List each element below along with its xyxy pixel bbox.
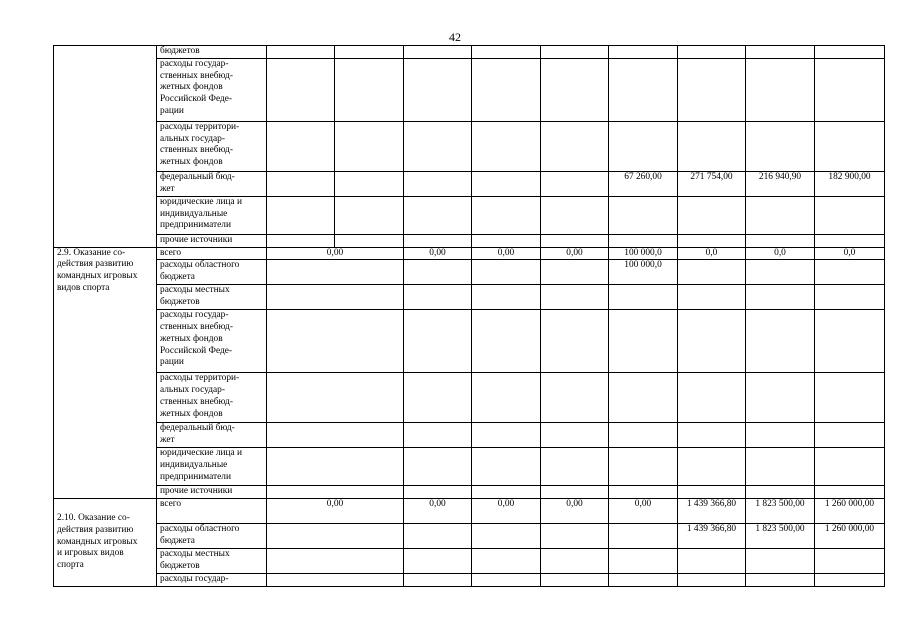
- value-cell: [746, 574, 815, 587]
- value-cell: 1 260 000,00: [815, 499, 885, 524]
- value-cell: 0,0: [815, 247, 885, 260]
- funding-source-line: жетных фондов: [160, 82, 223, 93]
- value-cell: [267, 373, 404, 423]
- value-cell: [815, 58, 885, 121]
- value-cell: [541, 171, 609, 196]
- table-row: [54, 373, 885, 423]
- funding-source-line: рации: [160, 105, 184, 116]
- value-cell: [404, 234, 472, 247]
- funding-source-line: жетных фондов: [160, 408, 223, 419]
- value-cell: [335, 121, 404, 171]
- table-row: [54, 448, 885, 486]
- value-cell: [472, 285, 541, 310]
- value-cell: 1 823 500,00: [746, 524, 815, 549]
- value-cell: [267, 524, 404, 549]
- value-cell: [678, 285, 746, 310]
- value-cell: 271 754,00: [678, 171, 746, 196]
- value-cell: [746, 285, 815, 310]
- value-cell: [541, 423, 609, 448]
- table-row: [54, 423, 885, 448]
- funding-source-line: альных государ-: [160, 385, 225, 395]
- value-cell: [541, 196, 609, 234]
- value-cell: [746, 549, 815, 574]
- value-cell: [267, 171, 335, 196]
- value-cell: [267, 448, 404, 486]
- funding-source-cell: [157, 499, 267, 524]
- value-cell: [609, 373, 678, 423]
- value-cell: [472, 423, 541, 448]
- funding-source-line: предприниматели: [160, 471, 232, 482]
- value-cell: [472, 171, 541, 196]
- funding-source-cell: [157, 310, 267, 373]
- value-cell: [541, 574, 609, 587]
- budget-table-body: [54, 46, 885, 587]
- table-row: [54, 260, 885, 285]
- table-row: [54, 310, 885, 373]
- funding-source-line: расходы местных: [160, 285, 230, 296]
- funding-source-line: юридические лица и: [160, 448, 243, 459]
- event-name-cell: [54, 499, 157, 587]
- value-cell: 1 439 366,80: [678, 524, 746, 549]
- value-cell: [472, 234, 541, 247]
- value-cell: 0,00: [541, 499, 609, 524]
- value-cell: [472, 373, 541, 423]
- value-cell: [815, 46, 885, 59]
- value-cell: [335, 196, 404, 234]
- funding-source-cell: [157, 171, 267, 196]
- value-cell: [541, 373, 609, 423]
- value-cell: [267, 423, 404, 448]
- funding-source-cell: [157, 574, 267, 587]
- value-cell: [404, 260, 472, 285]
- value-cell: [815, 121, 885, 171]
- table-row: [54, 121, 885, 171]
- value-cell: [267, 310, 404, 373]
- event-name-line: 2.10. Оказание со-: [57, 513, 130, 523]
- funding-source-cell: [157, 46, 267, 59]
- value-cell: [335, 234, 404, 247]
- budget-table: [53, 45, 885, 587]
- value-cell: [404, 196, 472, 234]
- value-cell: [404, 171, 472, 196]
- funding-source-line: ственных внебюд-: [160, 396, 233, 407]
- value-cell: [746, 310, 815, 373]
- value-cell: [472, 448, 541, 486]
- value-cell: [404, 524, 472, 549]
- funding-source-line: бюджета: [160, 535, 195, 546]
- value-cell: [541, 234, 609, 247]
- value-cell: [267, 58, 335, 121]
- value-cell: [541, 310, 609, 373]
- table-row: [54, 46, 885, 59]
- value-cell: [267, 196, 335, 234]
- funding-source-cell: [157, 524, 267, 549]
- value-cell: [678, 121, 746, 171]
- value-cell: [472, 260, 541, 285]
- value-cell: [404, 574, 472, 587]
- table-row: [54, 171, 885, 196]
- value-cell: [746, 196, 815, 234]
- funding-source-line: бюджетов: [160, 297, 200, 307]
- funding-source-line: жет: [160, 183, 175, 194]
- funding-source-cell: [157, 549, 267, 574]
- value-cell: [678, 46, 746, 59]
- value-cell: 182 900,00: [815, 171, 885, 196]
- funding-source-cell: [157, 486, 267, 499]
- value-cell: [404, 285, 472, 310]
- value-cell: [678, 549, 746, 574]
- value-cell: [815, 549, 885, 574]
- table-row: [54, 234, 885, 247]
- value-cell: [678, 448, 746, 486]
- value-cell: 0,00: [472, 247, 541, 260]
- funding-source-line: альных государ-: [160, 133, 225, 144]
- value-cell: [815, 574, 885, 587]
- funding-source-line: расходы областного: [160, 260, 240, 271]
- value-cell: [609, 196, 678, 234]
- value-cell: [815, 373, 885, 423]
- value-cell: [541, 46, 609, 59]
- value-cell: [541, 58, 609, 121]
- value-cell: [815, 285, 885, 310]
- value-cell: [746, 234, 815, 247]
- value-cell: [472, 524, 541, 549]
- value-cell: [541, 448, 609, 486]
- funding-source-cell: [157, 196, 267, 234]
- value-cell: [267, 234, 335, 247]
- value-cell: [815, 310, 885, 373]
- value-cell: [404, 373, 472, 423]
- funding-source-cell: [157, 121, 267, 171]
- funding-source-line: жетных фондов: [160, 333, 223, 344]
- table-row: [54, 574, 885, 587]
- funding-source-line: федеральный бюд-: [160, 171, 235, 182]
- value-cell: [472, 310, 541, 373]
- value-cell: 0,00: [541, 247, 609, 260]
- value-cell: [335, 58, 404, 121]
- value-cell: [815, 260, 885, 285]
- funding-source-line: расходы государ-: [160, 58, 229, 69]
- value-cell: [404, 46, 472, 59]
- value-cell: [815, 448, 885, 486]
- funding-source-line: индивидуальные: [160, 208, 228, 219]
- value-cell: [746, 46, 815, 59]
- value-cell: [404, 58, 472, 121]
- funding-source-line: жетных фондов: [160, 157, 223, 167]
- value-cell: [678, 574, 746, 587]
- value-cell: [746, 260, 815, 285]
- funding-source-cell: [157, 423, 267, 448]
- funding-source-line: расходы областного: [160, 524, 240, 534]
- table-row: [54, 247, 885, 260]
- value-cell: 0,00: [404, 247, 472, 260]
- funding-source-cell: [157, 373, 267, 423]
- value-cell: 67 260,00: [609, 171, 678, 196]
- event-name-line: 2.9. Оказание со-: [57, 247, 126, 258]
- value-cell: [472, 196, 541, 234]
- funding-source-line: индивидуальные: [160, 460, 228, 470]
- value-cell: [404, 486, 472, 499]
- value-cell: [472, 121, 541, 171]
- value-cell: [609, 574, 678, 587]
- value-cell: [815, 234, 885, 247]
- table-row: [54, 549, 885, 574]
- event-name-line: командных игровых: [57, 271, 138, 281]
- event-name-cell: [54, 247, 157, 499]
- funding-source-line: бюджетов: [160, 46, 200, 56]
- funding-source-line: расходы государ-: [160, 310, 229, 321]
- event-name-cell: [54, 46, 157, 248]
- value-cell: [746, 58, 815, 121]
- funding-source-line: расходы местных: [160, 549, 230, 559]
- value-cell: [609, 486, 678, 499]
- value-cell: [815, 423, 885, 448]
- value-cell: 100 000,0: [609, 260, 678, 285]
- value-cell: 0,0: [678, 247, 746, 260]
- value-cell: [404, 310, 472, 373]
- value-cell: [335, 171, 404, 196]
- value-cell: 0,00: [472, 499, 541, 524]
- funding-source-line: прочие источники: [160, 234, 233, 245]
- value-cell: [609, 524, 678, 549]
- value-cell: [267, 121, 335, 171]
- value-cell: [609, 549, 678, 574]
- value-cell: [678, 310, 746, 373]
- value-cell: [472, 486, 541, 499]
- value-cell: [678, 196, 746, 234]
- value-cell: [609, 234, 678, 247]
- funding-source-line: юридические лица и: [160, 196, 243, 207]
- value-cell: [541, 121, 609, 171]
- value-cell: [404, 448, 472, 486]
- funding-source-line: прочие источники: [160, 486, 233, 497]
- value-cell: [541, 486, 609, 499]
- funding-source-line: Российской Феде-: [160, 94, 233, 104]
- funding-source-line: бюджетов: [160, 560, 200, 571]
- value-cell: [678, 486, 746, 499]
- value-cell: 0,00: [267, 247, 404, 260]
- value-cell: [678, 260, 746, 285]
- funding-source-cell: [157, 260, 267, 285]
- value-cell: 0,00: [267, 499, 404, 524]
- value-cell: [267, 46, 335, 59]
- value-cell: [815, 486, 885, 499]
- event-name-line: видов спорта: [57, 282, 110, 293]
- value-cell: [267, 486, 404, 499]
- value-cell: [472, 58, 541, 121]
- value-cell: 100 000,0: [609, 247, 678, 260]
- value-cell: 1 823 500,00: [746, 499, 815, 524]
- value-cell: 0,0: [746, 247, 815, 260]
- value-cell: [267, 260, 404, 285]
- value-cell: [678, 373, 746, 423]
- value-cell: [609, 310, 678, 373]
- value-cell: [404, 423, 472, 448]
- funding-source-line: жет: [160, 435, 175, 445]
- funding-source-line: всего: [160, 247, 182, 258]
- funding-source-line: ственных внебюд-: [160, 70, 233, 81]
- value-cell: [609, 423, 678, 448]
- funding-source-line: ственных внебюд-: [160, 322, 233, 332]
- page-number: 42: [449, 30, 461, 44]
- table-row: [54, 58, 885, 121]
- value-cell: 216 940,90: [746, 171, 815, 196]
- funding-source-line: рации: [160, 357, 184, 368]
- table-row: [54, 499, 885, 524]
- value-cell: [678, 423, 746, 448]
- funding-source-cell: [157, 247, 267, 260]
- funding-source-line: ственных внебюд-: [160, 145, 233, 156]
- funding-source-cell: [157, 285, 267, 310]
- value-cell: [541, 549, 609, 574]
- value-cell: [609, 58, 678, 121]
- value-cell: [746, 486, 815, 499]
- table-row: [54, 486, 885, 499]
- funding-source-line: федеральный бюд-: [160, 423, 235, 434]
- table-row: [54, 524, 885, 549]
- event-name-line: действия развитию: [57, 259, 134, 270]
- value-cell: [472, 46, 541, 59]
- value-cell: [609, 46, 678, 59]
- value-cell: [815, 196, 885, 234]
- value-cell: [267, 549, 404, 574]
- value-cell: [678, 234, 746, 247]
- event-name-line: командных игровых: [57, 536, 138, 547]
- value-cell: [541, 260, 609, 285]
- value-cell: [678, 58, 746, 121]
- value-cell: [335, 46, 404, 59]
- table-row: [54, 196, 885, 234]
- value-cell: [541, 285, 609, 310]
- value-cell: [541, 524, 609, 549]
- value-cell: [746, 448, 815, 486]
- value-cell: [472, 574, 541, 587]
- table-row: [54, 285, 885, 310]
- value-cell: [404, 121, 472, 171]
- value-cell: [746, 373, 815, 423]
- value-cell: [267, 574, 404, 587]
- funding-source-line: предприниматели: [160, 220, 232, 231]
- value-cell: [472, 549, 541, 574]
- funding-source-cell: [157, 234, 267, 247]
- value-cell: 1 439 366,80: [678, 499, 746, 524]
- event-name-line: действия развитию: [57, 524, 134, 535]
- value-cell: [746, 423, 815, 448]
- value-cell: [609, 121, 678, 171]
- value-cell: [609, 285, 678, 310]
- funding-source-line: всего: [160, 499, 182, 509]
- funding-source-cell: [157, 58, 267, 121]
- value-cell: [746, 121, 815, 171]
- value-cell: 0,00: [609, 499, 678, 524]
- funding-source-line: бюджета: [160, 272, 195, 282]
- value-cell: [404, 549, 472, 574]
- value-cell: [609, 448, 678, 486]
- value-cell: 0,00: [404, 499, 472, 524]
- funding-source-line: расходы территори-: [160, 121, 240, 132]
- funding-source-line: Российской Феде-: [160, 345, 233, 356]
- funding-source-line: расходы территори-: [160, 373, 240, 384]
- value-cell: 1 260 000,00: [815, 524, 885, 549]
- funding-source-cell: [157, 448, 267, 486]
- event-name-line: и игровых видов: [57, 548, 124, 559]
- event-name-line: спорта: [57, 560, 84, 570]
- value-cell: [267, 285, 404, 310]
- funding-source-line: расходы государ-: [160, 574, 229, 584]
